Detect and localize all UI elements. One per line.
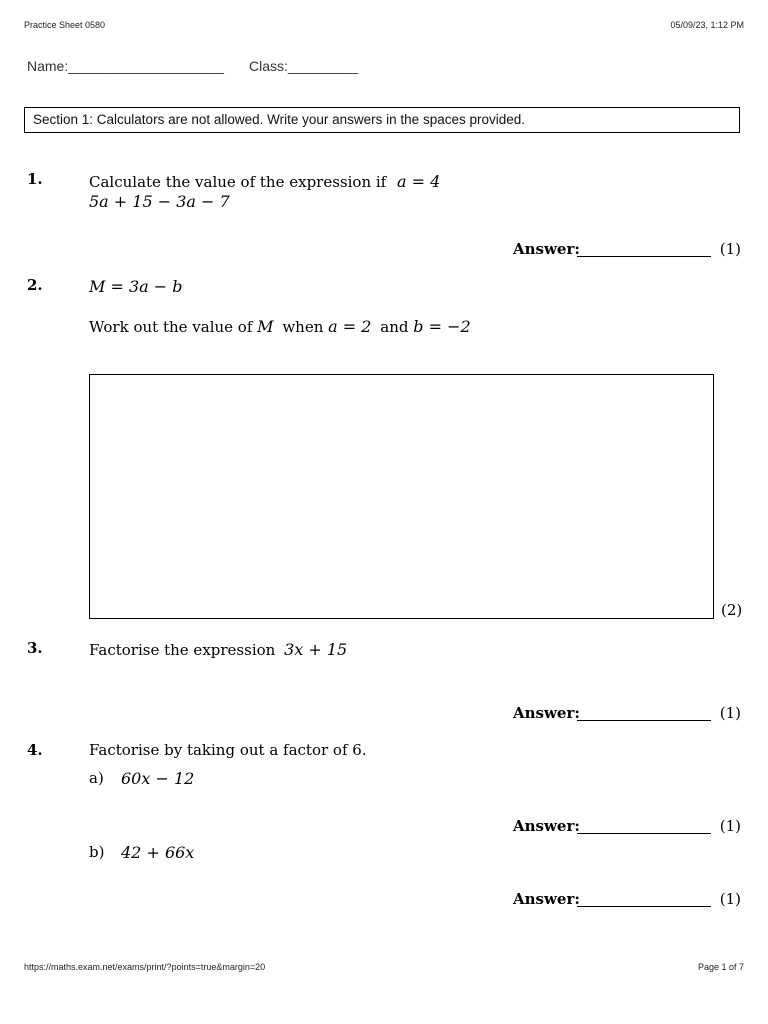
question-2-condition-b: b = −2	[413, 317, 471, 336]
print-header-title: Practice Sheet 0580	[24, 20, 106, 30]
name-field-label: Name:____________________	[27, 58, 224, 74]
question-1-answer-row	[513, 240, 741, 260]
question-3-prompt: Factorise the expression	[89, 641, 276, 659]
question-3-marks: (1)	[719, 704, 741, 722]
question-2-formula: M = 3a − b	[89, 277, 183, 296]
question-1-expression: 5a + 15 − 3a − 7	[89, 192, 230, 211]
question-1-number: 1.	[27, 170, 43, 188]
question-4-text: Factorise by taking out a factor of 6.	[89, 741, 367, 759]
answer-line	[577, 906, 711, 907]
answer-label: Answer:	[513, 704, 580, 722]
print-footer-url: https://maths.exam.net/exams/print/?points=true&margin=20	[24, 962, 266, 972]
answer-line	[577, 833, 711, 834]
question-4b-label: b)	[89, 843, 105, 861]
question-4-number: 4.	[27, 741, 43, 759]
question-2-and: and	[380, 318, 409, 336]
question-4b-expression: 42 + 66x	[121, 843, 195, 862]
answer-label: Answer:	[513, 890, 580, 908]
answer-line	[577, 256, 711, 257]
question-2-prompt: Work out the value of	[89, 318, 253, 336]
question-3-expression: 3x + 15	[284, 640, 348, 659]
question-2-condition-a: a = 2	[328, 317, 372, 336]
question-3-number: 3.	[27, 639, 43, 657]
question-4b-answer-row	[513, 890, 741, 910]
question-2-number: 2.	[27, 276, 43, 294]
question-3-text	[89, 640, 347, 659]
section-instructions: Section 1: Calculators are not allowed. Write your answers in the spaces provided.	[24, 107, 740, 133]
question-2-working-box[interactable]	[89, 374, 714, 619]
question-4a-expression: 60x − 12	[121, 769, 195, 788]
question-4a-marks: (1)	[719, 817, 741, 835]
question-1-marks: (1)	[719, 240, 741, 258]
question-4a-label: a)	[89, 769, 104, 787]
question-2-variable: M	[257, 317, 274, 336]
answer-line	[577, 720, 711, 721]
answer-label: Answer:	[513, 817, 580, 835]
question-1-condition: a = 4	[397, 172, 441, 191]
question-4b-marks: (1)	[719, 890, 741, 908]
answer-label: Answer:	[513, 240, 580, 258]
question-4a-answer-row	[513, 817, 741, 837]
print-header-datetime: 05/09/23, 1:12 PM	[670, 20, 744, 30]
question-1-text	[89, 172, 440, 191]
print-footer-page: Page 1 of 7	[697, 962, 744, 972]
question-2-when: when	[282, 318, 324, 336]
class-field-label: Class:_________	[249, 58, 358, 74]
question-2-text	[89, 317, 471, 336]
question-2-marks: (2)	[721, 601, 743, 619]
question-3-answer-row	[513, 704, 741, 724]
question-1-prompt: Calculate the value of the expression if	[89, 173, 387, 191]
